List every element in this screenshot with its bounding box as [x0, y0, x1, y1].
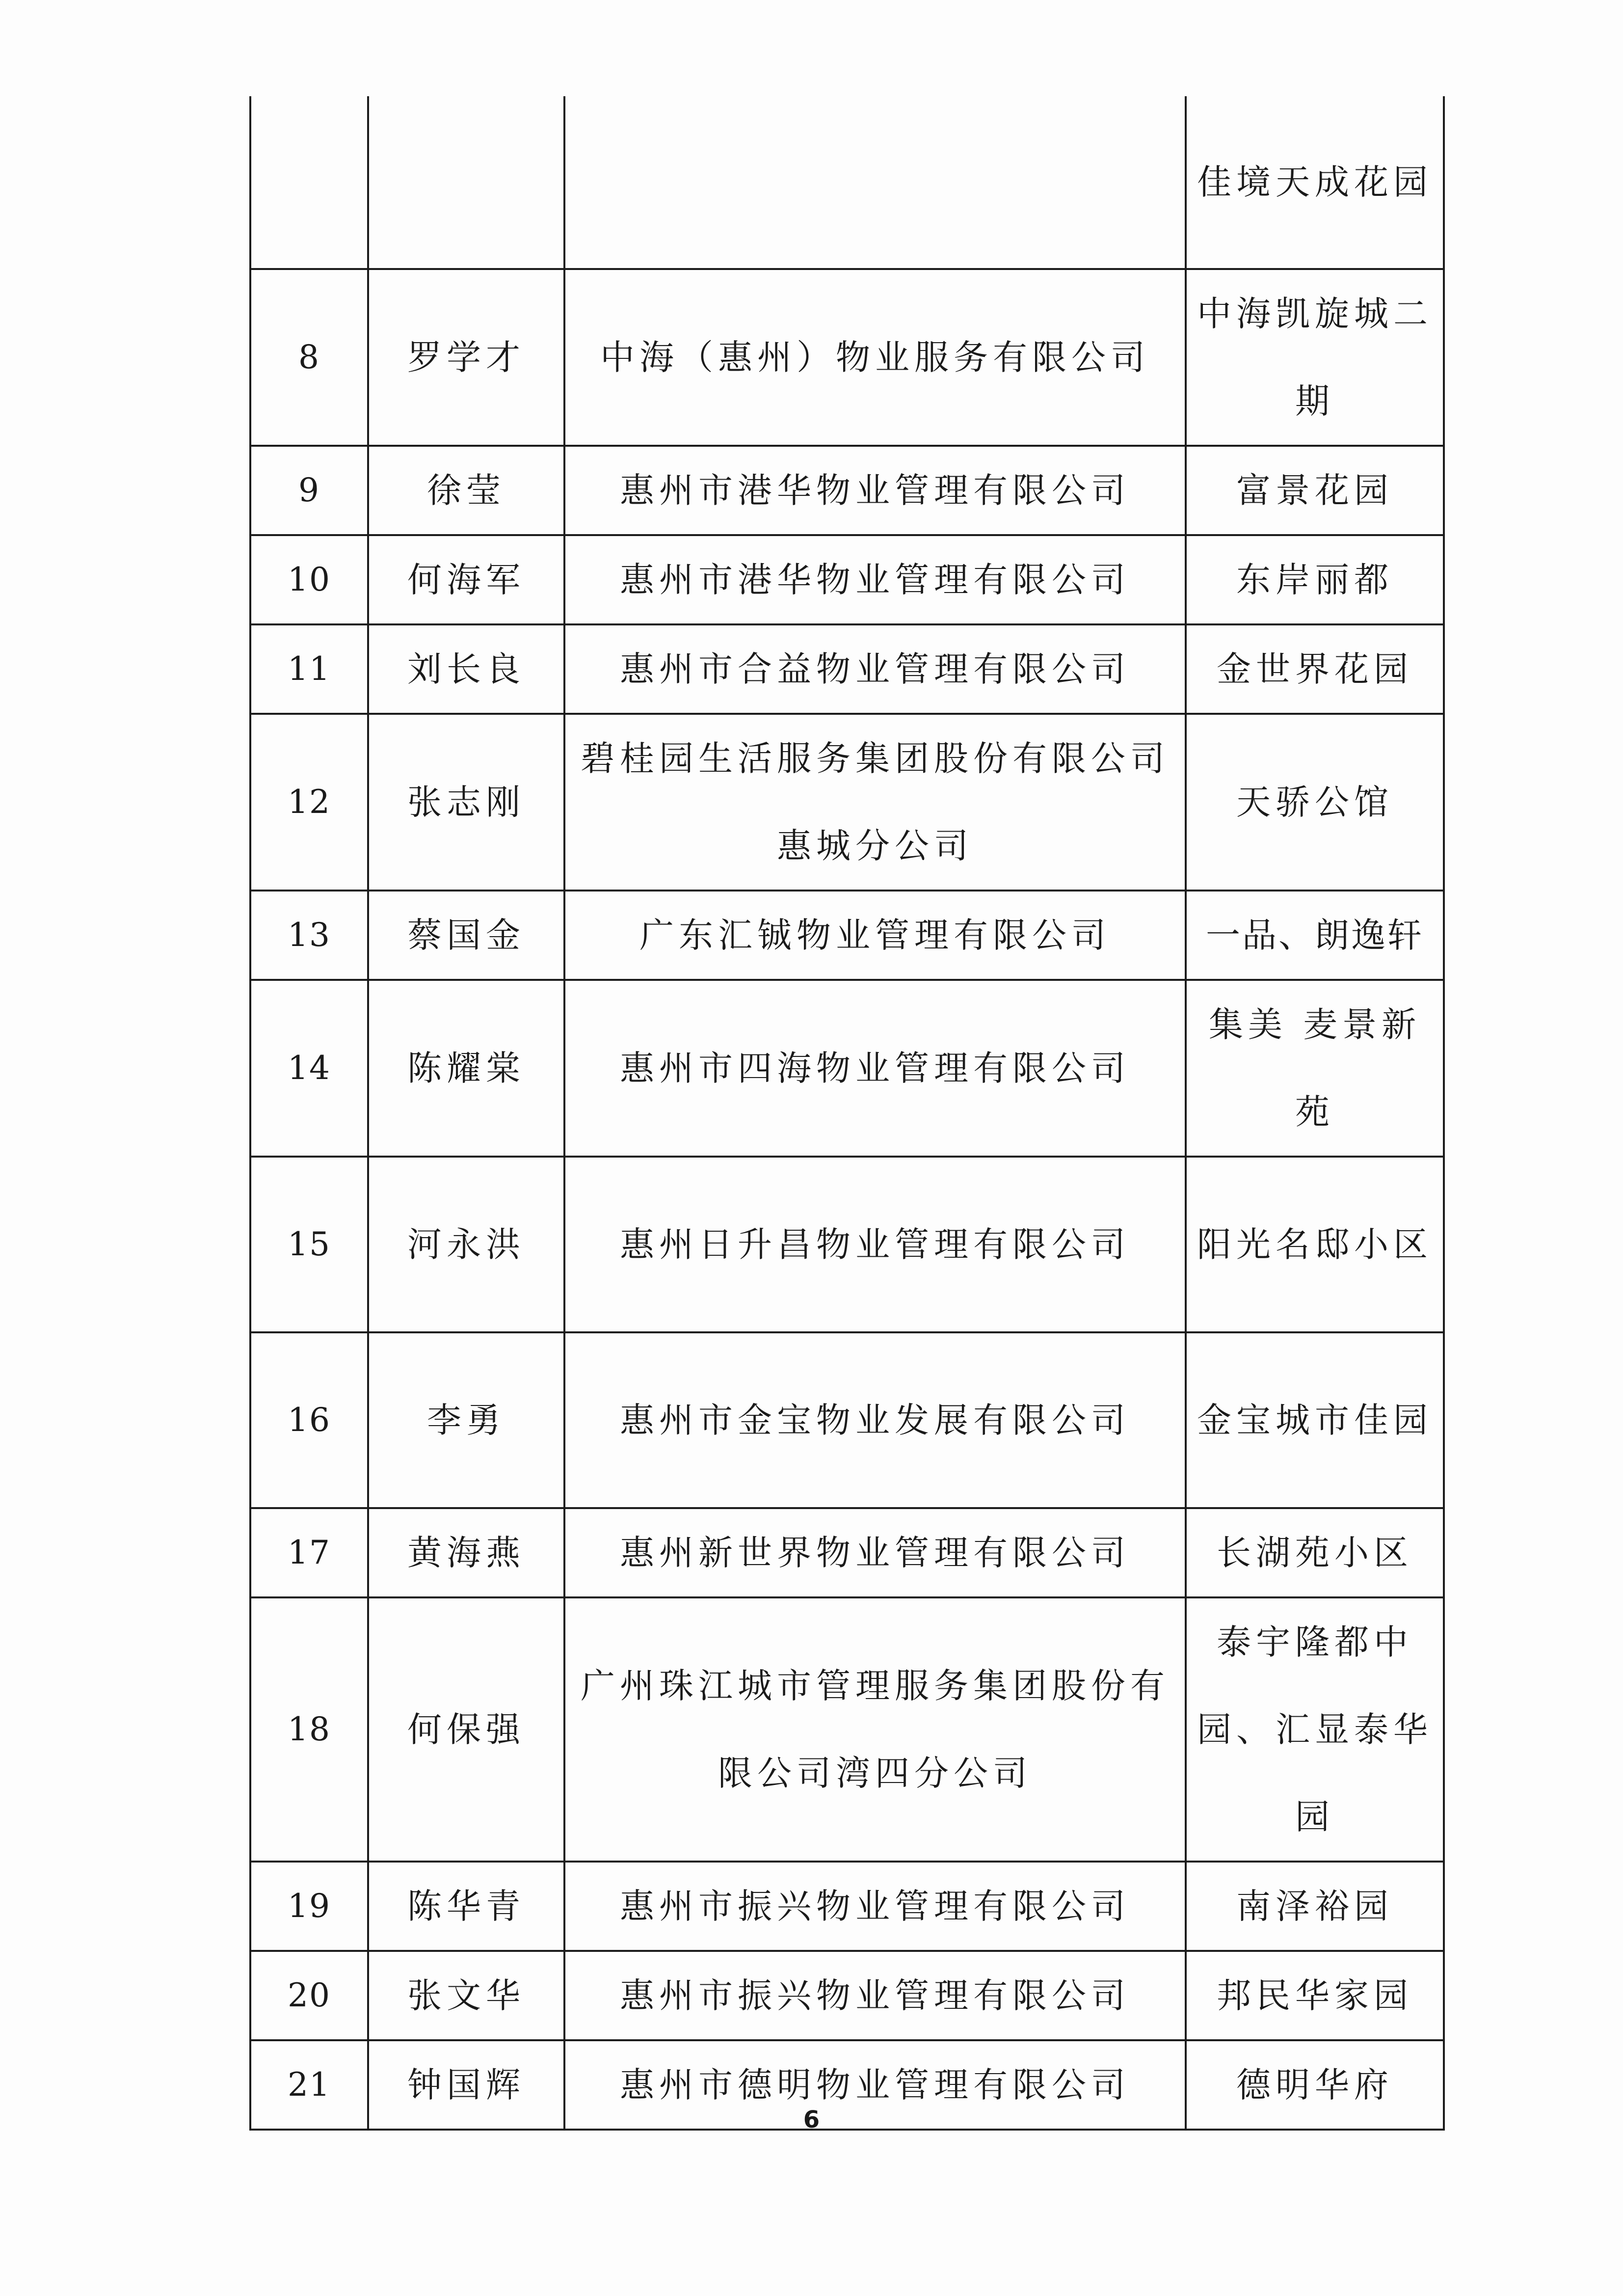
company-cell: 惠州市港华物业管理有限公司: [564, 535, 1186, 624]
number-cell: 13: [250, 891, 368, 980]
company-cell: 惠州市金宝物业发展有限公司: [564, 1332, 1186, 1508]
name-cell: 陈华青: [368, 1862, 564, 1951]
name-cell: 刘长良: [368, 624, 564, 714]
name-cell: 黄海燕: [368, 1508, 564, 1597]
number-cell: 20: [250, 1951, 368, 2040]
table-row: [250, 1597, 1444, 1862]
name-cell: 张文华: [368, 1951, 564, 2040]
table-row: [250, 891, 1444, 980]
company-cell: 碧桂园生活服务集团股份有限公司惠城分公司: [564, 714, 1186, 891]
number-cell: 10: [250, 535, 368, 624]
page-number: 6: [803, 2106, 820, 2134]
company-cell: 惠州市振兴物业管理有限公司: [564, 1951, 1186, 2040]
staff-roster-table: [249, 96, 1445, 2131]
community-cell: 南泽裕园: [1186, 1862, 1444, 1951]
company-cell: 广东汇铖物业管理有限公司: [564, 891, 1186, 980]
table-row: [250, 1332, 1444, 1508]
community-cell: 阳光名邸小区: [1186, 1157, 1444, 1332]
community-cell: 东岸丽都: [1186, 535, 1444, 624]
table-row: [250, 714, 1444, 891]
community-cell: 金宝城市佳园: [1186, 1332, 1444, 1508]
company-cell: 惠州市港华物业管理有限公司: [564, 446, 1186, 535]
community-cell: 天骄公馆: [1186, 714, 1444, 891]
table-row: [250, 1508, 1444, 1597]
name-cell: 钟国辉: [368, 2040, 564, 2130]
table-row: [250, 269, 1444, 446]
company-cell: 惠州市德明物业管理有限公司: [564, 2040, 1186, 2130]
community-cell: 德明华府: [1186, 2040, 1444, 2130]
number-cell: 11: [250, 624, 368, 714]
number-cell: 16: [250, 1332, 368, 1508]
name-cell: 何海军: [368, 535, 564, 624]
table-row: [250, 1862, 1444, 1951]
name-cell: 张志刚: [368, 714, 564, 891]
number-cell: 12: [250, 714, 368, 891]
number-cell: 15: [250, 1157, 368, 1332]
company-cell: 广州珠江城市管理服务集团股份有限公司湾四分公司: [564, 1597, 1186, 1862]
company-cell: 惠州市合益物业管理有限公司: [564, 624, 1186, 714]
name-cell: 罗学才: [368, 269, 564, 446]
community-cell: 集美 麦景新苑: [1186, 980, 1444, 1157]
number-cell: 18: [250, 1597, 368, 1862]
name-cell: 陈耀棠: [368, 980, 564, 1157]
community-cell: 长湖苑小区: [1186, 1508, 1444, 1597]
name-cell: [368, 96, 564, 269]
community-cell: 泰宇隆都中园、汇显泰华园: [1186, 1597, 1444, 1862]
number-cell: [250, 96, 368, 269]
name-cell: 河永洪: [368, 1157, 564, 1332]
company-cell: 惠州市振兴物业管理有限公司: [564, 1862, 1186, 1951]
number-cell: 19: [250, 1862, 368, 1951]
name-cell: 蔡国金: [368, 891, 564, 980]
number-cell: 14: [250, 980, 368, 1157]
community-cell: 佳境天成花园: [1186, 96, 1444, 269]
table-row: [250, 446, 1444, 535]
table-row-continuation: [250, 96, 1444, 269]
table-row: [250, 980, 1444, 1157]
company-cell: 中海（惠州）物业服务有限公司: [564, 269, 1186, 446]
community-cell: 一品、朗逸轩: [1186, 891, 1444, 980]
name-cell: 李勇: [368, 1332, 564, 1508]
company-cell: 惠州市四海物业管理有限公司: [564, 980, 1186, 1157]
number-cell: 9: [250, 446, 368, 535]
number-cell: 8: [250, 269, 368, 446]
table-row: [250, 535, 1444, 624]
number-cell: 21: [250, 2040, 368, 2130]
community-cell: 富景花园: [1186, 446, 1444, 535]
table-row: [250, 1951, 1444, 2040]
community-cell: 邦民华家园: [1186, 1951, 1444, 2040]
company-cell: 惠州新世界物业管理有限公司: [564, 1508, 1186, 1597]
table-row: [250, 1157, 1444, 1332]
community-cell: 中海凯旋城二期: [1186, 269, 1444, 446]
company-cell: [564, 96, 1186, 269]
number-cell: 17: [250, 1508, 368, 1597]
company-cell: 惠州日升昌物业管理有限公司: [564, 1157, 1186, 1332]
table-row: [250, 624, 1444, 714]
community-cell: 金世界花园: [1186, 624, 1444, 714]
name-cell: 何保强: [368, 1597, 564, 1862]
name-cell: 徐莹: [368, 446, 564, 535]
